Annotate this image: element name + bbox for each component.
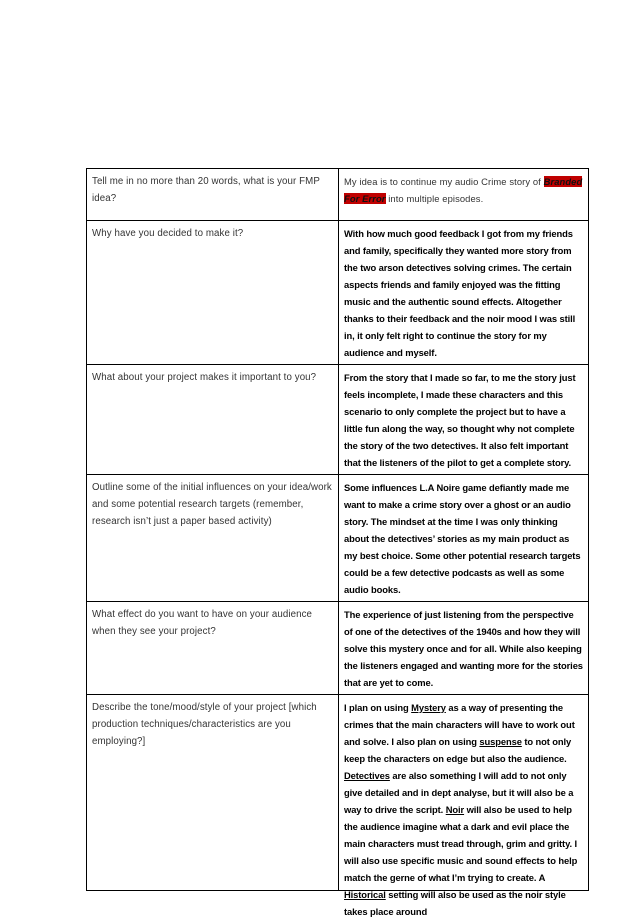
answer-text: as a way of presenting the crimes that the main characters will have to work out and solve. I also plan on using (344, 702, 575, 747)
keyword-historical: Historical (344, 889, 386, 900)
question-cell: What about your project makes it important to you? (87, 365, 339, 475)
answer-text: My idea is to continue my audio Crime story of (344, 176, 544, 187)
fmp-proposal-table (86, 168, 589, 917)
answer-text: are also something I will add to not only give detailed and in dept analyse, but it will also be a way to drive the script. (344, 770, 574, 815)
question-cell: Tell me in no more than 20 words, what is your FMP idea? (87, 169, 339, 221)
highlighted-title: Branded For Error (344, 176, 583, 204)
table-row (87, 365, 589, 475)
answer-text: I plan on using (344, 702, 412, 713)
question-cell: Why have you decided to make it? (87, 221, 339, 365)
answer-cell (339, 695, 589, 917)
keyword-detectives: Detectives (344, 770, 390, 781)
answer-cell (339, 169, 589, 221)
keyword-suspense: suspense (479, 736, 522, 747)
question-cell: Outline some of the initial influences on your idea/work and some potential research targets (remember, research isn’t just a paper based activity) (87, 475, 339, 602)
answer-cell: Some influences L.A Noire game defiantly made me want to make a crime story over a ghost or an audio story. The mindset at the time I was only thinking about the detectives’ stories as my main product as my best choice. Some other potential research targets could be a few detective podcasts as well as some audio books. (339, 475, 589, 602)
table-row (87, 169, 589, 221)
keyword-mystery: Mystery (411, 702, 446, 713)
question-cell: Describe the tone/mood/style of your project [which production techniques/characteristics are you employing?] (87, 695, 339, 891)
table-row (87, 221, 589, 365)
table-row (87, 602, 589, 695)
answer-cell: With how much good feedback I got from my friends and family, specifically they wanted more story from the two arson detectives solving crimes. The certain aspects friends and family enjoyed was the fitting music and the authentic sound effects. Altogether thanks to their feedback and the noir mood I was still in, it only felt right to continue the story for my audience and myself. (339, 221, 589, 365)
answer-text: will also be used to help the audience imagine what a dark and evil place the main characters must tread through, grim and gritty. I will also use specific music and sound effects to help match the gerne of what I’m trying to create. A (344, 804, 578, 883)
table-row (87, 475, 589, 602)
keyword-noir: Noir (445, 804, 465, 815)
answer-text: into multiple episodes. (385, 193, 484, 204)
answer-text-block (344, 699, 584, 917)
table-row (87, 695, 589, 891)
answer-text: to not only keep the characters on edge but also the audience. (344, 736, 572, 764)
answer-cell: From the story that I made so far, to me the story just feels incomplete, I made these characters and this scenario to only complete the project but to have a little fun along the way, so thought why not complete the story of the two detectives. It also felt important that the listeners of the pilot to get a complete story. (339, 365, 589, 475)
answer-cell: The experience of just listening from the perspective of one of the detectives of the 1940s and how they will solve this mystery once and for all. While also keeping the listeners engaged and wanting more for the stories that are yet to come. (339, 602, 589, 695)
question-cell: What effect do you want to have on your audience when they see your project? (87, 602, 339, 695)
answer-text: setting will also be used as the noir style takes place around (344, 889, 566, 917)
